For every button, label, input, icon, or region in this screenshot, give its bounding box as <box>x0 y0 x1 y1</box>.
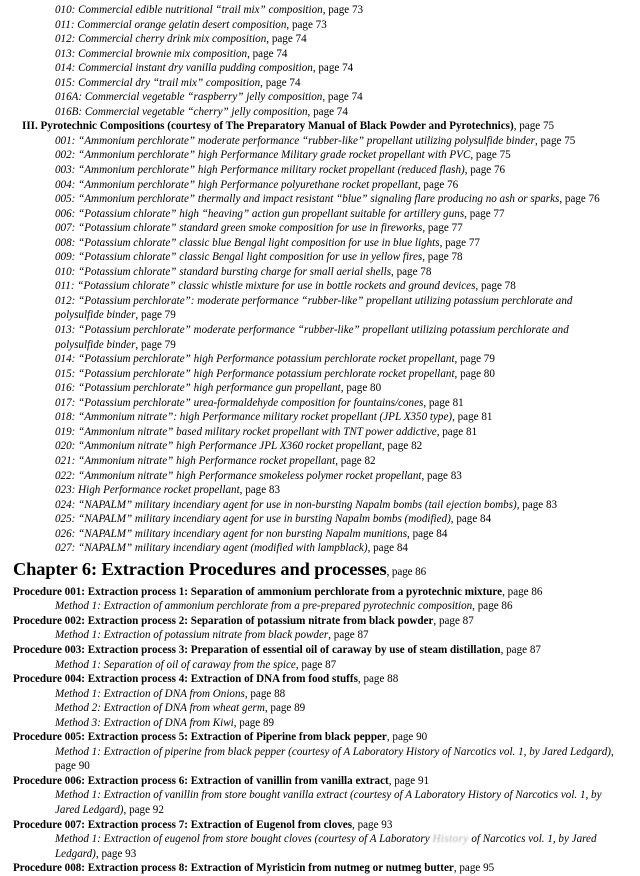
toc-page-reference: , page 82 <box>335 454 376 467</box>
toc-method-entry[interactable] <box>0 628 640 643</box>
toc-entry-title: Procedure 008: Extraction process 8: Extraction of Myristicin from nutmeg or nutmeg butter <box>13 862 454 875</box>
toc-entry[interactable] <box>0 163 640 178</box>
toc-entry-title: 019: “Ammonium nitrate” based military rocket propellant with TNT power addictive <box>55 425 437 438</box>
toc-entry-title: 025: “NAPALM” military incendiary agent for use in bursting Napalm bombs (modified) <box>55 513 451 526</box>
toc-entry-title: 016: “Potassium perchlorate” high performance gun propellant <box>55 382 341 395</box>
toc-page-reference: , page 87 <box>433 614 474 627</box>
toc-entry[interactable] <box>0 134 640 149</box>
toc-entry[interactable] <box>0 18 640 33</box>
toc-page-reference: , page 77 <box>439 236 480 249</box>
toc-entry-title: 024: “NAPALM” military incendiary agent for use in non-bursting Napalm bombs (tail ejection bombs) <box>55 498 517 511</box>
toc-entry-title: 023: High Performance rocket propellant <box>55 484 240 497</box>
toc-entry-title: Procedure 003: Extraction process 3: Preparation of essential oil of caraway by use of steam distillation <box>13 643 501 656</box>
toc-page-reference: , page 75 <box>470 149 511 162</box>
toc-entry[interactable] <box>0 265 640 280</box>
toc-entry[interactable] <box>0 221 640 236</box>
toc-entry[interactable] <box>0 32 640 47</box>
toc-page-reference: , page 77 <box>422 222 463 235</box>
toc-procedure-heading[interactable] <box>0 672 640 687</box>
toc-page-reference: , page 92 <box>123 803 164 816</box>
toc-page-reference: , page 79 <box>135 338 176 351</box>
toc-entry-title: 027: “NAPALM” military incendiary agent (modified with lampblack) <box>55 542 368 555</box>
toc-entry-title: Method 1: Extraction of potassium nitrate from black powder <box>55 629 329 642</box>
toc-page-reference: , page 83 <box>421 469 462 482</box>
toc-page-reference: , page 74 <box>266 33 307 46</box>
toc-entry[interactable] <box>0 105 640 120</box>
toc-entry-title: 016A: Commercial vegetable “raspberry” jelly composition <box>55 91 323 104</box>
toc-entry[interactable] <box>0 425 640 440</box>
toc-entry-title: 018: “Ammonium nitrate”: high Performance military rocket propellant (JPL X350 type) <box>55 411 453 424</box>
toc-page-reference: , page 86 <box>502 585 543 598</box>
toc-entry-title: Procedure 002: Extraction process 2: Separation of potassium nitrate from black powder <box>13 614 434 627</box>
toc-entry-title: 004: “Ammonium perchlorate” high Performance polyurethane rocket propellant <box>55 178 418 191</box>
toc-entry[interactable] <box>0 352 640 367</box>
toc-page-reference: , page 84 <box>450 513 492 526</box>
toc-entry-title: 007: “Potassium chlorate” standard green smoke composition for use in fireworks <box>55 222 423 235</box>
toc-page-reference: , page 83 <box>239 484 281 497</box>
toc-entry[interactable] <box>0 47 640 62</box>
toc-page-reference: , page 87 <box>328 629 369 642</box>
toc-entry-title: 013: “Potassium perchlorate” moderate performance “rubber-like” propellant utilizing potassium perchlorate and polysulfide binder <box>55 324 569 351</box>
toc-page-reference: , page 83 <box>516 498 558 511</box>
toc-page-reference: , page 80 <box>454 367 495 380</box>
toc-page-reference: , page 75 <box>534 134 576 147</box>
toc-entry[interactable] <box>0 469 640 484</box>
toc-entry[interactable] <box>0 178 640 193</box>
toc-entry-title: III. Pyrotechnic Compositions (courtesy of The Preparatory Manual of Black Powder and Pyrotechnics) <box>22 120 514 133</box>
toc-entry[interactable] <box>0 61 640 76</box>
toc-page-reference: , page 75 <box>513 120 555 133</box>
toc-entry-title: Method 3: Extraction of DNA from Kiwi <box>55 716 234 729</box>
toc-entry-title: Procedure 001: Extraction process 1: Separation of ammonium perchlorate from a pyrotechnic mixture <box>13 585 503 598</box>
toc-page-reference: , page 93 <box>352 818 393 831</box>
toc-entry[interactable] <box>0 3 640 18</box>
scan-artifact-text: History <box>432 833 469 846</box>
toc-entry-title: 026: “NAPALM” military incendiary agent for non bursting Napalm munitions <box>55 527 408 540</box>
toc-page-reference: , page 74 <box>247 47 288 60</box>
toc-entry-title: Method 2: Extraction of DNA from wheat germ <box>55 702 265 715</box>
toc-page-reference: , page 78 <box>391 265 432 278</box>
toc-entry[interactable] <box>0 279 640 294</box>
toc-entry-title: Procedure 004: Extraction process 4: Extraction of DNA from food stuffs <box>13 673 358 686</box>
toc-entry-title: Chapter 6: Extraction Procedures and processes <box>13 558 387 579</box>
toc-page-reference: , page 74 <box>322 91 363 104</box>
toc-page-reference: , page 76 <box>417 178 459 191</box>
toc-page-reference: , page 80 <box>340 382 382 395</box>
toc-entry-title: Method 1: Extraction of DNA from Onions <box>55 687 245 700</box>
toc-entry-title: 016B: Commercial vegetable “cherry” jelly composition <box>55 105 308 118</box>
toc-page-reference: , page 82 <box>381 440 423 453</box>
toc-page-reference: , page 91 <box>388 774 430 787</box>
toc-entry-title: 013: Commercial brownie mix composition <box>55 47 248 60</box>
toc-entry[interactable] <box>0 381 640 396</box>
toc-entry-title: 006: “Potassium chlorate” high “heaving” action gun propellant suitable for artillery guns <box>55 207 465 220</box>
toc-page-reference: , page 93 <box>95 847 137 860</box>
toc-entry[interactable] <box>0 541 640 556</box>
toc-page-reference: , page 90 <box>55 745 614 773</box>
toc-method-entry[interactable] <box>0 716 640 731</box>
toc-entry[interactable] <box>0 192 640 207</box>
toc-section-heading[interactable] <box>0 119 640 134</box>
toc-page-reference: , page 87 <box>295 658 337 671</box>
toc-entry[interactable] <box>0 148 640 163</box>
toc-entry-title: 014: “Potassium perchlorate” high Performance potassium perchlorate rocket propellant <box>55 353 455 366</box>
toc-method-entry[interactable] <box>0 658 640 673</box>
toc-entry-title: Method 1: Extraction of eugenol from store bought cloves (courtesy of A Laboratory History of Narcotics vol. 1, by Jared Ledgard) <box>55 833 597 860</box>
toc-page-reference: , page 88 <box>357 673 399 686</box>
toc-entry-title: Method 1: Extraction of piperine from black pepper (courtesy of A Laboratory History of Narcotics vol. 1, by Jared Ledgard) <box>55 745 611 758</box>
toc-page-reference: , page 86 <box>386 565 427 578</box>
toc-entry[interactable] <box>0 439 640 454</box>
toc-procedure-heading[interactable] <box>0 818 640 833</box>
toc-entry-title: 009: “Potassium chlorate” classic Bengal light composition for use in yellow fires <box>55 251 423 264</box>
toc-entry-title: 008: “Potassium chlorate” classic blue Bengal light composition for use in blue lights <box>55 236 440 249</box>
toc-procedure-heading[interactable] <box>0 614 640 629</box>
table-of-contents <box>0 3 640 876</box>
toc-procedure-heading[interactable] <box>0 730 640 745</box>
toc-page-reference: , page 89 <box>264 702 306 715</box>
toc-entry-title: 017: “Potassium perchlorate” urea-formaldehyde composition for fountains/cones <box>55 396 424 409</box>
toc-page-reference: , page 81 <box>436 425 478 438</box>
toc-entry-title: 011: “Potassium chlorate” classic whistle mixture for use in bottle rockets and ground devices <box>55 280 476 293</box>
toc-page-reference: , page 89 <box>233 716 275 729</box>
toc-entry-title: 020: “Ammonium nitrate” high Performance JPL X360 rocket propellant <box>55 440 382 453</box>
toc-page-reference: , page 90 <box>386 731 428 744</box>
toc-procedure-heading[interactable] <box>0 585 640 600</box>
toc-page-reference: , page 74 <box>312 62 354 75</box>
toc-entry-title: 015: “Potassium perchlorate” high Performance potassium perchlorate rocket propellant <box>55 367 455 380</box>
toc-page-reference: , page 78 <box>475 280 516 293</box>
toc-entry-title: 001: “Ammonium perchlorate” moderate performance “rubber-like” propellant utilizing polysulfide binder <box>55 134 535 147</box>
toc-entry-title: Method 1: Separation of oil of caraway from the spice <box>55 658 296 671</box>
toc-page-reference: , page 78 <box>422 251 463 264</box>
toc-page-reference: , page 84 <box>407 527 448 540</box>
toc-entry-title: Method 1: Extraction of ammonium perchlorate from a pre-prepared pyrotechnic composition <box>55 600 473 613</box>
toc-entry-title: Procedure 005: Extraction process 5: Extraction of Piperine from black pepper <box>13 731 387 744</box>
toc-entry[interactable] <box>0 454 640 469</box>
toc-page-reference: , page 73 <box>322 4 364 16</box>
toc-entry[interactable] <box>0 250 640 265</box>
toc-entry[interactable] <box>0 367 640 382</box>
toc-procedure-heading[interactable] <box>0 861 640 876</box>
toc-page-reference: , page 74 <box>260 76 301 89</box>
toc-entry[interactable] <box>0 527 640 542</box>
toc-entry-title: Procedure 006: Extraction process 6: Extraction of vanillin from vanilla extract <box>13 774 389 787</box>
toc-entry-title: 022: “Ammonium nitrate” high Performance smokeless polymer rocket propellant <box>55 469 422 482</box>
toc-chapter-heading[interactable] <box>0 558 640 584</box>
toc-entry-title: Procedure 007: Extraction process 7: Extraction of Eugenol from cloves <box>13 818 353 831</box>
toc-entry-title: 012: Commercial cherry drink mix composition <box>55 33 267 46</box>
toc-procedure-heading[interactable] <box>0 643 640 658</box>
toc-entry[interactable] <box>0 236 640 251</box>
toc-entry-title: 002: “Ammonium perchlorate” high Performance Military grade rocket propellant with PVC <box>55 149 471 162</box>
toc-entry-title: Method 1: Extraction of vanillin from store bought vanilla extract (courtesy of A Laboratory History of Narcotics vol. 1, by Jared Ledgard) <box>55 789 602 816</box>
toc-entry[interactable] <box>0 207 640 222</box>
toc-entry-title: 012: “Potassium perchlorate”: moderate performance “rubber-like” propellant utilizing potassium perchlorate and polysulfide binder <box>55 294 573 322</box>
toc-page-reference: , page 84 <box>367 542 408 555</box>
toc-entry-title: 021: “Ammonium nitrate” high Performance rocket propellant <box>55 454 336 467</box>
toc-page-reference: , page 76 <box>559 193 600 206</box>
toc-page-reference: , page 77 <box>464 207 505 220</box>
toc-entry-title: 014: Commercial instant dry vanilla pudding composition <box>55 62 313 75</box>
toc-entry[interactable] <box>0 498 640 513</box>
toc-page-reference: , page 74 <box>307 105 348 118</box>
toc-entry-title: 010: “Potassium chlorate” standard bursting charge for small aerial shells <box>55 265 392 278</box>
toc-entry[interactable] <box>0 483 640 498</box>
toc-entry[interactable] <box>0 410 640 425</box>
toc-method-entry[interactable] <box>0 701 640 716</box>
toc-page-reference: , page 81 <box>452 411 493 424</box>
toc-page-reference: , page 81 <box>423 396 464 409</box>
toc-entry[interactable] <box>0 512 640 527</box>
toc-entry-title: 011: Commercial orange gelatin desert composition <box>55 18 287 31</box>
toc-method-entry[interactable] <box>0 599 640 614</box>
toc-entry[interactable] <box>0 396 640 411</box>
toc-page-reference: , page 76 <box>464 164 506 177</box>
toc-procedure-heading[interactable] <box>0 774 640 789</box>
toc-entry[interactable] <box>0 76 640 91</box>
toc-method-entry[interactable] <box>0 788 640 817</box>
toc-page-reference: , page 73 <box>286 18 327 31</box>
toc-entry[interactable] <box>0 323 640 352</box>
toc-entry-title: 003: “Ammonium perchlorate” high Performance military rocket propellant (reduced flash) <box>55 164 465 177</box>
toc-entry[interactable] <box>0 90 640 105</box>
toc-method-entry[interactable] <box>0 687 640 702</box>
toc-page-reference: , page 88 <box>244 687 286 700</box>
toc-page-reference: , page 79 <box>135 309 176 322</box>
toc-page-reference: , page 86 <box>472 600 513 613</box>
toc-page-reference: , page 79 <box>454 353 495 366</box>
toc-entry-title: 005: “Ammonium perchlorate” thermally and impact resistant “blue” signaling flare producing no ash or sparks <box>55 193 560 206</box>
toc-entry-title: 010: Commercial edible nutritional “trail mix” composition <box>55 4 323 16</box>
toc-entry[interactable] <box>0 294 640 323</box>
toc-method-entry[interactable] <box>0 832 640 861</box>
toc-page-reference: , page 95 <box>453 862 495 875</box>
toc-method-entry[interactable] <box>0 745 640 774</box>
toc-entry-title: 015: Commercial dry “trail mix” composition <box>55 76 261 89</box>
toc-page-reference: , page 87 <box>500 643 541 656</box>
